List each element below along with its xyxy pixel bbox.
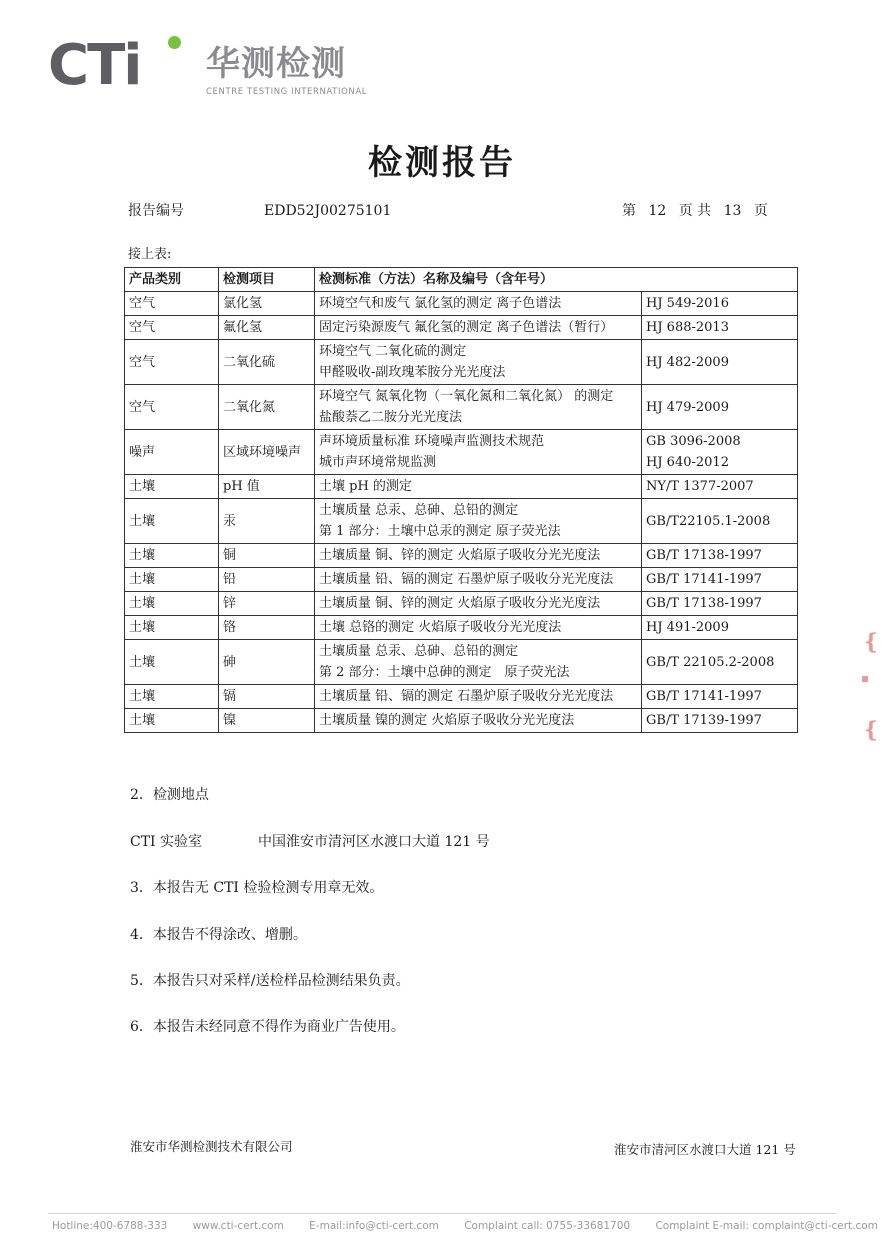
hotline: Hotline:400-6788-333 [52, 1220, 168, 1232]
page-middle: 页 共 [678, 203, 712, 219]
table-row [125, 592, 798, 616]
row-category: 空气 [125, 340, 219, 385]
row-item: 铅 [219, 568, 315, 592]
row-item: 锌 [219, 592, 315, 616]
table-row [125, 385, 798, 430]
row-item: 氟化氢 [219, 316, 315, 340]
header-item: 检测项目 [219, 268, 315, 292]
seal-fragment-icon: ❴ [862, 630, 881, 655]
row-item: 二氧化硫 [219, 340, 315, 385]
logo-dot-icon [168, 36, 181, 49]
row-item: 砷 [219, 640, 315, 685]
table-row [125, 316, 798, 340]
logo-english-name: CENTRE TESTING INTERNATIONAL [206, 87, 368, 97]
header-method: 检测标准（方法）名称及编号（含年号） [315, 268, 798, 292]
method-line: 第 2 部分：土壤中总砷的测定 原子荧光法 [319, 665, 570, 680]
row-code: NY/T 1377-2007 [642, 475, 798, 499]
row-item: pH 值 [219, 475, 315, 499]
method-line: 甲醛吸收-副玫瑰苯胺分光光度法 [319, 365, 506, 380]
row-item: 区域环境噪声 [219, 430, 315, 475]
row-item: 二氧化氮 [219, 385, 315, 430]
table-row [125, 544, 798, 568]
table-row [125, 475, 798, 499]
complaint-call: Complaint call: 0755-33681700 [464, 1220, 631, 1232]
website: www.cti-cert.com [192, 1220, 284, 1232]
report-number: EDD52J00275101 [264, 203, 392, 219]
row-code: HJ 479-2009 [642, 385, 798, 430]
report-number-label: 报告编号 [128, 203, 184, 219]
row-method: 土壤质量 铅、镉的测定 石墨炉原子吸收分光光度法 [315, 568, 642, 592]
row-category: 土壤 [125, 616, 219, 640]
logo-cti-text: CTi [48, 33, 141, 98]
row-method: 土壤质量 镍的测定 火焰原子吸收分光光度法 [315, 709, 642, 733]
cti-logo [48, 33, 368, 104]
row-method: 土壤质量 铜、锌的测定 火焰原子吸收分光光度法 [315, 544, 642, 568]
row-item: 镍 [219, 709, 315, 733]
row-method [315, 340, 642, 385]
method-line: 环境空气 二氧化硫的测定 [319, 344, 467, 359]
row-code: GB/T 17141-1997 [642, 685, 798, 709]
report-title: 检测报告 [368, 143, 516, 183]
method-line: 声环境质量标准 环境噪声监测技术规范 [319, 434, 545, 449]
row-method: 土壤质量 铅、镉的测定 石墨炉原子吸收分光光度法 [315, 685, 642, 709]
row-category: 土壤 [125, 709, 219, 733]
row-method [315, 640, 642, 685]
row-code: HJ 549-2016 [642, 292, 798, 316]
section-6-note: 6．本报告未经同意不得作为商业广告使用。 [130, 1019, 405, 1035]
row-item: 镉 [219, 685, 315, 709]
row-code: HJ 482-2009 [642, 340, 798, 385]
table-row [125, 499, 798, 544]
row-item: 铜 [219, 544, 315, 568]
section-4-note: 4．本报告不得涂改、增删。 [130, 927, 307, 943]
row-category: 噪声 [125, 430, 219, 475]
table-row [125, 709, 798, 733]
code-line: GB 3096-2008 [646, 434, 741, 449]
code-line: HJ 640-2012 [646, 455, 729, 470]
method-line: 城市声环境常规监测 [319, 455, 437, 470]
row-method: 土壤 总铬的测定 火焰原子吸收分光光度法 [315, 616, 642, 640]
row-category: 土壤 [125, 568, 219, 592]
method-line: 土壤质量 总汞、总砷、总铅的测定 [319, 503, 519, 518]
row-code: GB/T 17139-1997 [642, 709, 798, 733]
row-item: 铬 [219, 616, 315, 640]
page-suffix: 页 [753, 203, 768, 219]
row-item: 汞 [219, 499, 315, 544]
table-row [125, 340, 798, 385]
row-code [642, 430, 798, 475]
page-prefix: 第 [622, 203, 636, 219]
row-method: 固定污染源废气 氟化氢的测定 离子色谱法（暂行） [315, 316, 642, 340]
row-code: GB/T 17138-1997 [642, 592, 798, 616]
row-category: 空气 [125, 292, 219, 316]
row-code: GB/T 22105.2-2008 [642, 640, 798, 685]
row-method [315, 385, 642, 430]
row-code: GB/T22105.1-2008 [642, 499, 798, 544]
lab-name: CTI 实验室 [130, 834, 203, 850]
section-3-note: 3．本报告无 CTI 检验检测专用章无效。 [130, 880, 384, 896]
table-row [125, 430, 798, 475]
continued-label: 接上表: [128, 247, 172, 262]
footer-company: 淮安市华测检测技术有限公司 [130, 1139, 293, 1154]
seal-fragment-icon [862, 676, 868, 682]
method-line: 环境空气 氮氧化物（一氧化氮和二氧化氮） 的测定 [319, 389, 614, 404]
footer-divider [48, 1213, 836, 1214]
table-row [125, 568, 798, 592]
method-line: 第 1 部分：土壤中总汞的测定 原子荧光法 [319, 524, 561, 539]
contact-bar [52, 1218, 878, 1234]
method-line: 土壤质量 总汞、总砷、总铅的测定 [319, 644, 519, 659]
table-row [125, 616, 798, 640]
row-category: 空气 [125, 316, 219, 340]
method-line: 盐酸萘乙二胺分光光度法 [319, 410, 463, 425]
row-category: 土壤 [125, 685, 219, 709]
row-category: 土壤 [125, 499, 219, 544]
row-method [315, 430, 642, 475]
table-row [125, 292, 798, 316]
complaint-email: Complaint E-mail: complaint@cti-cert.com [655, 1220, 878, 1232]
email: E-mail:info@cti-cert.com [309, 1220, 439, 1232]
row-code: HJ 491-2009 [642, 616, 798, 640]
section-2-title: 2．检测地点 [130, 787, 209, 803]
section-5-note: 5．本报告只对采样/送检样品检测结果负责。 [130, 973, 410, 989]
methods-table [124, 267, 798, 733]
row-code: GB/T 17138-1997 [642, 544, 798, 568]
page-current: 12 [648, 203, 667, 219]
row-category: 土壤 [125, 544, 219, 568]
page-indicator [622, 200, 768, 222]
row-category: 土壤 [125, 475, 219, 499]
header-category: 产品类别 [125, 268, 219, 292]
table-header-row [125, 268, 798, 292]
seal-fragment-icon: ❴ [862, 718, 881, 743]
row-method: 土壤 pH 的测定 [315, 475, 642, 499]
logo-chinese-name: 华测检测 [206, 44, 346, 84]
table-row [125, 640, 798, 685]
row-code: GB/T 17141-1997 [642, 568, 798, 592]
table-row [125, 685, 798, 709]
row-method: 土壤质量 铜、锌的测定 火焰原子吸收分光光度法 [315, 592, 642, 616]
row-category: 空气 [125, 385, 219, 430]
page-total: 13 [723, 203, 742, 219]
footer-address: 淮安市清河区水渡口大道 121 号 [614, 1142, 796, 1157]
row-method [315, 499, 642, 544]
lab-address: 中国淮安市清河区水渡口大道 121 号 [258, 834, 490, 850]
row-code: HJ 688-2013 [642, 316, 798, 340]
row-method: 环境空气和废气 氯化氢的测定 离子色谱法 [315, 292, 642, 316]
row-category: 土壤 [125, 640, 219, 685]
row-item: 氯化氢 [219, 292, 315, 316]
row-category: 土壤 [125, 592, 219, 616]
